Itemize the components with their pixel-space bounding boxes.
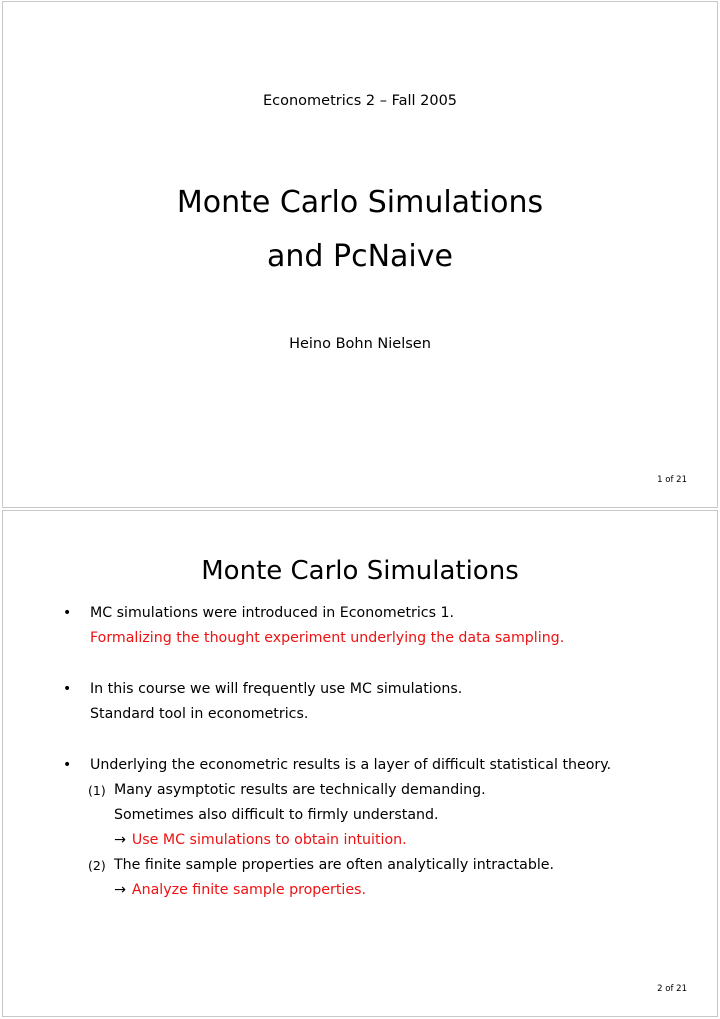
slide-2 (2, 510, 718, 1017)
sub-item-result (114, 878, 703, 903)
bullet-highlight: Formalizing the thought experiment underlying the data sampling. (90, 630, 565, 646)
sub-item-result (114, 828, 703, 853)
sub-item-line-1: Many asymptotic results are technically demanding. (114, 782, 486, 798)
course-name: Econometrics 2 – Fall 2005 (262, 93, 458, 109)
title-line-1: Monte Carlo Simulations (176, 185, 544, 220)
sub-item-number: (1) (88, 783, 106, 798)
sub-item-highlight: Use MC simulations to obtain intuition. (131, 832, 407, 848)
bullet-list (63, 601, 703, 929)
slide-1-title (3, 176, 717, 284)
slide-1 (2, 1, 718, 508)
bullet-text: • MC simulations were introduced in Econometrics 1. (90, 605, 455, 621)
bullet-item (63, 601, 703, 651)
sub-item-line-1: The finite sample properties are often analytically intractable. (114, 857, 555, 873)
sub-item-line-2: Sometimes also difficult to firmly understand. (114, 807, 439, 823)
bullet-item (63, 753, 703, 903)
title-line-2: and PcNaive (267, 239, 453, 274)
right-arrow-icon: → (114, 882, 126, 898)
author-name: Heino Bohn Nielsen (289, 336, 431, 352)
bullet-text-line-2: Standard tool in econometrics. (90, 706, 309, 722)
right-arrow-icon: → (114, 832, 126, 848)
page-number: 2 of 21 (657, 984, 687, 994)
sub-item (63, 853, 703, 903)
slide-2-title: Monte Carlo Simulations (201, 556, 519, 586)
sub-item (63, 778, 703, 853)
bullet-text: • Underlying the econometric results is a layer of difficult statistical theory. (90, 757, 612, 773)
sub-item-highlight: Analyze finite sample properties. (131, 882, 366, 898)
bullet-text: • In this course we will frequently use MC simulations. (90, 681, 463, 697)
sub-item-number: (2) (88, 858, 106, 873)
bullet-item (63, 677, 703, 727)
page-number: 1 of 21 (657, 475, 687, 485)
